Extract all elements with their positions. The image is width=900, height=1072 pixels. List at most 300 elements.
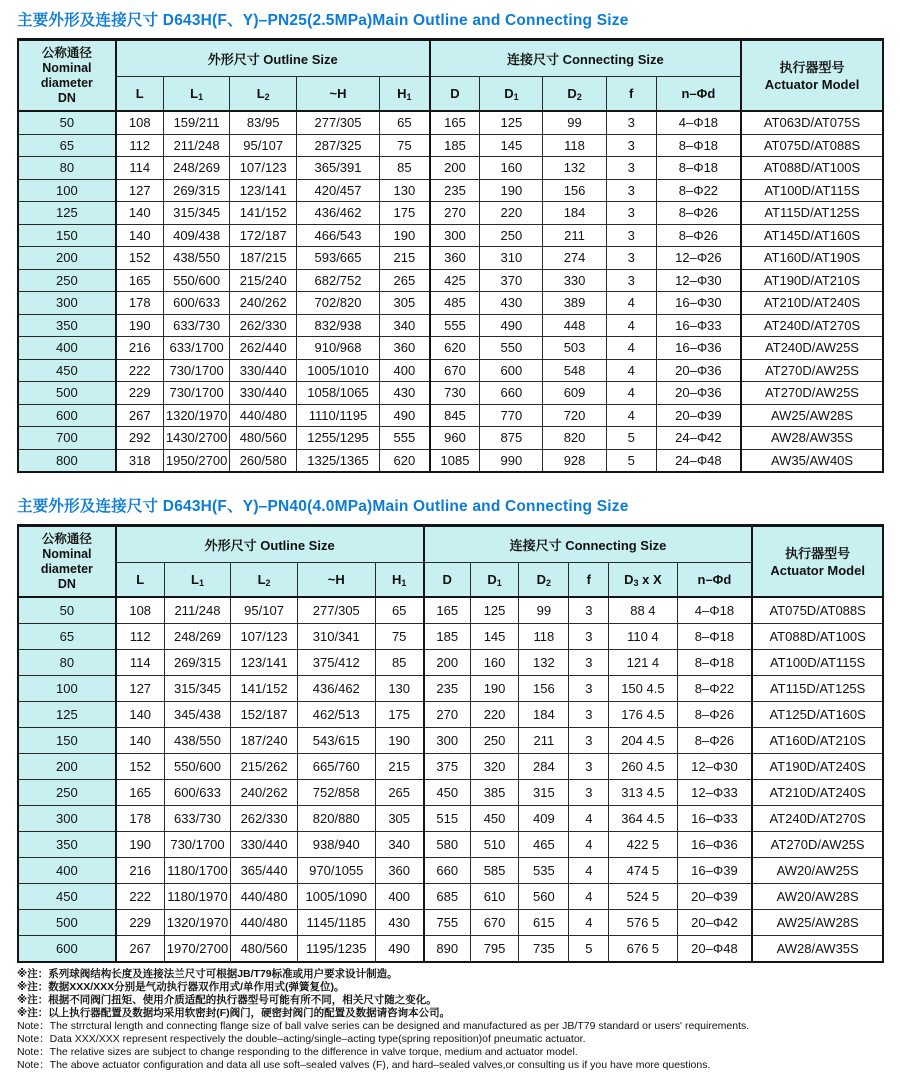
column-header: n–Φd — [677, 563, 752, 598]
table-row — [18, 936, 883, 963]
dn-value: 800 — [18, 449, 116, 472]
dimension-value: 20–Φ48 — [677, 936, 752, 963]
dimension-value: 160 — [470, 650, 518, 676]
dimension-value: 4 — [606, 292, 656, 315]
dimension-value: 3 — [606, 269, 656, 292]
dimension-value: 3 — [606, 247, 656, 270]
actuator-model: AT160D/AT190S — [741, 247, 883, 270]
dimension-value: 465 — [519, 832, 569, 858]
dimension-value: 300 — [424, 728, 471, 754]
dimension-value: 8–Φ18 — [656, 157, 741, 180]
dimension-value: 216 — [116, 858, 164, 884]
dimension-value: 702/820 — [296, 292, 379, 315]
dimension-value: 12–Φ30 — [677, 754, 752, 780]
actuator-model: AT190D/AT240S — [752, 754, 883, 780]
note-cn-2: ※注：数据XXX/XXX分别是气动执行器双作用式/单作用式(弹簧复位)。 — [17, 981, 345, 993]
dimension-value: 420/457 — [296, 179, 379, 202]
dimension-value: 16–Φ36 — [656, 337, 741, 360]
dimension-value: 4 — [569, 910, 609, 936]
dimension-value: 235 — [430, 179, 480, 202]
dimension-value: 248/269 — [163, 157, 230, 180]
dimension-value: 1058/1065 — [296, 382, 379, 405]
dimension-value: 3 — [606, 224, 656, 247]
dimension-value: 524 5 — [609, 884, 677, 910]
dimension-value: 480/560 — [231, 936, 298, 963]
dimension-value: 910/968 — [296, 337, 379, 360]
dimension-value: 3 — [569, 702, 609, 728]
dimension-value: 75 — [375, 624, 423, 650]
column-header: $D_2$ — [519, 563, 569, 598]
dimension-value: 1255/1295 — [296, 427, 379, 450]
table-row — [18, 202, 883, 225]
dimension-value: 95/107 — [230, 134, 297, 157]
dimension-value: 633/730 — [163, 314, 230, 337]
dimension-value: 184 — [519, 702, 569, 728]
dimension-value: 720 — [543, 404, 606, 427]
table-row — [18, 910, 883, 936]
dimension-value: 140 — [116, 202, 164, 225]
dimension-value: 156 — [543, 179, 606, 202]
actuator-model: AT125D/AT160S — [752, 702, 883, 728]
dimension-value: 474 5 — [609, 858, 677, 884]
dimension-value: 65 — [375, 597, 423, 624]
dn-header-line: DN — [57, 90, 76, 105]
dimension-value: 248/269 — [164, 624, 231, 650]
dn-value: 300 — [18, 292, 116, 315]
table-row — [18, 449, 883, 472]
actuator-header-line: Actuator Model — [764, 76, 860, 92]
dimension-value: 3 — [569, 597, 609, 624]
dimension-value: 3 — [569, 650, 609, 676]
dn-header-line: 公称通径 — [41, 531, 92, 546]
dimension-value: 318 — [116, 449, 164, 472]
dn-header-line: Nominal — [42, 60, 92, 75]
note-en-3: Note：The relative sizes are subject to change responding to the difference in valve torque, medium and actuator model. — [17, 1046, 578, 1058]
dimension-value: 262/330 — [231, 806, 298, 832]
table-row — [18, 832, 883, 858]
dimension-value: 300 — [430, 224, 480, 247]
dimension-value: 543/615 — [297, 728, 375, 754]
dimension-value: 127 — [116, 676, 164, 702]
dimension-value: 555 — [430, 314, 480, 337]
dimension-value: 108 — [116, 597, 164, 624]
dimension-value: 609 — [543, 382, 606, 405]
actuator-model: AW25/AW28S — [741, 404, 883, 427]
dimension-value: 8–Φ18 — [677, 650, 752, 676]
dimension-value: 440/480 — [231, 884, 298, 910]
dimension-value: 440/480 — [230, 404, 297, 427]
dimension-value: 160 — [480, 157, 543, 180]
dimension-value: 123/141 — [230, 179, 297, 202]
dimension-value: 1325/1365 — [296, 449, 379, 472]
dimension-value: 593/665 — [296, 247, 379, 270]
dimension-value: 83/95 — [230, 111, 297, 134]
actuator-model: AW25/AW28S — [752, 910, 883, 936]
dimension-value: 345/438 — [164, 702, 231, 728]
dimension-value: 211/248 — [163, 134, 230, 157]
table-row — [18, 806, 883, 832]
dimension-value: 8–Φ18 — [677, 624, 752, 650]
table-row — [18, 292, 883, 315]
dimension-value: 215/262 — [231, 754, 298, 780]
group-header: 连接尺寸 Connecting Size — [430, 40, 741, 77]
actuator-model: AT210D/AT240S — [741, 292, 883, 315]
dimension-value: 400 — [380, 359, 430, 382]
dimension-value: 99 — [519, 597, 569, 624]
dimension-value: 12–Φ30 — [656, 269, 741, 292]
actuator-model: AT270D/AW25S — [741, 382, 883, 405]
pn25-dimension-table — [17, 38, 884, 473]
dimension-value: 535 — [519, 858, 569, 884]
dimension-value: 1970/2700 — [164, 936, 231, 963]
dimension-value: 190 — [380, 224, 430, 247]
dimension-value: 928 — [543, 449, 606, 472]
dimension-value: 270 — [424, 702, 471, 728]
column-header: $D_1$ — [480, 77, 543, 112]
dimension-value: 110 4 — [609, 624, 677, 650]
column-header: L — [116, 563, 164, 598]
dimension-value: 240/262 — [230, 292, 297, 315]
note-cn-4: ※注：以上执行器配置及数据均采用软密封(F)阀门，硬密封阀门的配置及数据请咨询本公司。 — [17, 1007, 451, 1019]
column-header: $D_2$ — [543, 77, 606, 112]
group-header: 外形尺寸 Outline Size — [116, 40, 430, 77]
table-row — [18, 157, 883, 180]
dimension-value: 187/215 — [230, 247, 297, 270]
dn-value: 250 — [18, 269, 116, 292]
column-header: $L_1$ — [164, 563, 231, 598]
actuator-model: AT063D/AT075S — [741, 111, 883, 134]
dimension-value: 200 — [430, 157, 480, 180]
dimension-value: 165 — [116, 269, 164, 292]
dimension-value: 190 — [470, 676, 518, 702]
dn-value: 500 — [18, 382, 116, 405]
dimension-value: 375/412 — [297, 650, 375, 676]
dimension-value: 211/248 — [164, 597, 231, 624]
dimension-value: 670 — [430, 359, 480, 382]
dimension-value: 320 — [470, 754, 518, 780]
dimension-value: 112 — [116, 134, 164, 157]
dimension-value: 265 — [375, 780, 423, 806]
dimension-value: 1195/1235 — [297, 936, 375, 963]
dimension-value: 16–Φ39 — [677, 858, 752, 884]
dn-value: 65 — [18, 134, 116, 157]
dimension-value: 121 4 — [609, 650, 677, 676]
table-row — [18, 780, 883, 806]
dimension-value: 4–Φ18 — [656, 111, 741, 134]
dimension-value: 480/560 — [230, 427, 297, 450]
dimension-value: 262/440 — [230, 337, 297, 360]
dimension-value: 305 — [375, 806, 423, 832]
dn-value: 400 — [18, 858, 116, 884]
dimension-value: 3 — [606, 134, 656, 157]
table-row — [18, 427, 883, 450]
table-row — [18, 676, 883, 702]
dimension-value: 970/1055 — [297, 858, 375, 884]
dimension-value: 490 — [375, 936, 423, 963]
dimension-value: 159/211 — [163, 111, 230, 134]
dimension-value: 20–Φ39 — [656, 404, 741, 427]
dn-header-line: Nominal — [42, 546, 92, 561]
dimension-value: 140 — [116, 224, 164, 247]
dn-value: 700 — [18, 427, 116, 450]
dimension-value: 580 — [424, 832, 471, 858]
table-row — [18, 702, 883, 728]
dimension-value: 140 — [116, 728, 164, 754]
table-row — [18, 597, 883, 624]
dimension-value: 118 — [543, 134, 606, 157]
dimension-value: 85 — [380, 157, 430, 180]
table-row — [18, 179, 883, 202]
dimension-value: 287/325 — [296, 134, 379, 157]
dimension-value: 315/345 — [164, 676, 231, 702]
dimension-value: 185 — [430, 134, 480, 157]
dimension-value: 145 — [480, 134, 543, 157]
dimension-value: 730/1700 — [163, 382, 230, 405]
dimension-value: 190 — [116, 832, 164, 858]
dimension-value: 3 — [569, 728, 609, 754]
dimension-value: 503 — [543, 337, 606, 360]
dimension-value: 4 — [569, 884, 609, 910]
table-row — [18, 224, 883, 247]
column-header: $L_1$ — [163, 77, 230, 112]
dimension-value: 450 — [424, 780, 471, 806]
table-row — [18, 754, 883, 780]
dimension-value: 156 — [519, 676, 569, 702]
dn-value: 80 — [18, 650, 116, 676]
dimension-value: 3 — [606, 111, 656, 134]
dimension-value: 262/330 — [230, 314, 297, 337]
dimension-value: 216 — [116, 337, 164, 360]
dimension-value: 235 — [424, 676, 471, 702]
column-header: ~H — [297, 563, 375, 598]
dimension-value: 125 — [480, 111, 543, 134]
table-row — [18, 404, 883, 427]
dimension-value: 274 — [543, 247, 606, 270]
group-header: 连接尺寸 Connecting Size — [424, 526, 753, 563]
dimension-value: 8–Φ22 — [656, 179, 741, 202]
dimension-value: 190 — [375, 728, 423, 754]
dimension-value: 890 — [424, 936, 471, 963]
dimension-value: 165 — [116, 780, 164, 806]
dimension-value: 450 — [470, 806, 518, 832]
table-row — [18, 858, 883, 884]
dimension-value: 682/752 — [296, 269, 379, 292]
dimension-value: 385 — [470, 780, 518, 806]
dimension-value: 360 — [380, 337, 430, 360]
dimension-value: 190 — [480, 179, 543, 202]
dimension-value: 175 — [375, 702, 423, 728]
dimension-value: 438/550 — [163, 247, 230, 270]
note-en-1: Note：The strrctural length and connecting flange size of ball valve series can be designed and manufactured as per JB/T79 standard or users' requirements. — [17, 1020, 750, 1032]
dimension-value: 12–Φ33 — [677, 780, 752, 806]
dimension-value: 315/345 — [163, 202, 230, 225]
page-title-pn25: 主要外形及连接尺寸 D643H(F、Y)–PN25(2.5MPa)Main Outline and Connecting Size — [17, 12, 629, 29]
dimension-value: 215/240 — [230, 269, 297, 292]
dimension-value: 24–Φ48 — [656, 449, 741, 472]
dimension-value: 370 — [480, 269, 543, 292]
dimension-value: 438/550 — [164, 728, 231, 754]
dimension-value: 490 — [380, 404, 430, 427]
dimension-value: 140 — [116, 702, 164, 728]
dimension-value: 114 — [116, 157, 164, 180]
dimension-value: 229 — [116, 382, 164, 405]
column-header: $H_1$ — [380, 77, 430, 112]
dimension-value: 340 — [375, 832, 423, 858]
dimension-value: 165 — [424, 597, 471, 624]
actuator-model: AW20/AW25S — [752, 858, 883, 884]
group-header: 外形尺寸 Outline Size — [116, 526, 424, 563]
dn-value: 100 — [18, 676, 116, 702]
dimension-value: 220 — [470, 702, 518, 728]
dn-value: 125 — [18, 202, 116, 225]
column-header: D — [424, 563, 471, 598]
dimension-value: 8–Φ22 — [677, 676, 752, 702]
dn-value: 150 — [18, 728, 116, 754]
dimension-value: 576 5 — [609, 910, 677, 936]
dimension-value: 430 — [380, 382, 430, 405]
dimension-value: 118 — [519, 624, 569, 650]
dimension-value: 107/123 — [230, 157, 297, 180]
dimension-value: 3 — [569, 754, 609, 780]
dimension-value: 250 — [470, 728, 518, 754]
dimension-value: 1145/1185 — [297, 910, 375, 936]
dimension-value: 112 — [116, 624, 164, 650]
dn-column-header — [18, 526, 116, 598]
notes-section — [17, 968, 884, 1072]
dimension-value: 5 — [606, 449, 656, 472]
actuator-header-line: 执行器型号 — [779, 59, 845, 75]
dimension-value: 215 — [380, 247, 430, 270]
dimension-value: 1110/1195 — [296, 404, 379, 427]
dimension-value: 152 — [116, 247, 164, 270]
dn-value: 600 — [18, 404, 116, 427]
dimension-value: 676 5 — [609, 936, 677, 963]
dimension-value: 20–Φ39 — [677, 884, 752, 910]
dimension-value: 4 — [606, 337, 656, 360]
dimension-value: 1430/2700 — [163, 427, 230, 450]
dimension-value: 211 — [543, 224, 606, 247]
dimension-value: 8–Φ18 — [656, 134, 741, 157]
dimension-value: 8–Φ26 — [677, 728, 752, 754]
dimension-value: 108 — [116, 111, 164, 134]
dimension-value: 633/1700 — [163, 337, 230, 360]
note-en-2: Note：Data XXX/XXX represent respectively the double–acting/single–acting type(spring reposition)of pneumatic actuator. — [17, 1033, 586, 1045]
actuator-header-line: 执行器型号 — [785, 545, 851, 561]
dimension-value: 845 — [430, 404, 480, 427]
dimension-value: 1320/1970 — [163, 404, 230, 427]
dimension-value: 132 — [543, 157, 606, 180]
actuator-model: AT075D/AT088S — [752, 597, 883, 624]
dimension-value: 260/580 — [230, 449, 297, 472]
dimension-value: 220 — [480, 202, 543, 225]
dimension-value: 550/600 — [164, 754, 231, 780]
column-header: $H_1$ — [375, 563, 423, 598]
dimension-value: 820/880 — [297, 806, 375, 832]
dimension-value: 240/262 — [231, 780, 298, 806]
dimension-value: 1005/1090 — [297, 884, 375, 910]
dimension-value: 190 — [116, 314, 164, 337]
actuator-model: AW28/AW35S — [752, 936, 883, 963]
dimension-value: 315 — [519, 780, 569, 806]
dimension-value: 730/1700 — [163, 359, 230, 382]
dimension-value: 755 — [424, 910, 471, 936]
column-header: f — [606, 77, 656, 112]
actuator-model: AT160D/AT210S — [752, 728, 883, 754]
dimension-value: 633/730 — [164, 806, 231, 832]
table-row — [18, 650, 883, 676]
column-header: $L_2$ — [231, 563, 298, 598]
dimension-value: 152 — [116, 754, 164, 780]
dimension-value: 685 — [424, 884, 471, 910]
dimension-value: 284 — [519, 754, 569, 780]
dimension-value: 269/315 — [163, 179, 230, 202]
dimension-value: 8–Φ26 — [656, 224, 741, 247]
dimension-value: 730 — [430, 382, 480, 405]
dimension-value: 5 — [569, 936, 609, 963]
dn-value: 200 — [18, 247, 116, 270]
dimension-value: 88 4 — [609, 597, 677, 624]
dimension-value: 187/240 — [231, 728, 298, 754]
actuator-model: AT240D/AW25S — [741, 337, 883, 360]
dn-value: 50 — [18, 111, 116, 134]
dimension-value: 990 — [480, 449, 543, 472]
dimension-value: 485 — [430, 292, 480, 315]
dimension-value: 95/107 — [231, 597, 298, 624]
dimension-value: 277/305 — [297, 597, 375, 624]
dn-value: 200 — [18, 754, 116, 780]
dimension-value: 1950/2700 — [163, 449, 230, 472]
dimension-value: 99 — [543, 111, 606, 134]
dimension-value: 172/187 — [230, 224, 297, 247]
table-row — [18, 269, 883, 292]
column-header: D — [430, 77, 480, 112]
actuator-model: AT270D/AW25S — [741, 359, 883, 382]
column-header: $D_1$ — [470, 563, 518, 598]
actuator-column-header — [741, 40, 883, 112]
table-row — [18, 624, 883, 650]
dn-value: 125 — [18, 702, 116, 728]
actuator-model: AT240D/AT270S — [741, 314, 883, 337]
dimension-value: 365/391 — [296, 157, 379, 180]
dimension-value: 24–Φ42 — [656, 427, 741, 450]
dimension-value: 178 — [116, 806, 164, 832]
dimension-value: 132 — [519, 650, 569, 676]
dimension-value: 5 — [606, 427, 656, 450]
dn-value: 80 — [18, 157, 116, 180]
dimension-value: 16–Φ36 — [677, 832, 752, 858]
dimension-value: 222 — [116, 884, 164, 910]
dn-value: 350 — [18, 832, 116, 858]
dimension-value: 8–Φ26 — [677, 702, 752, 728]
dimension-value: 204 4.5 — [609, 728, 677, 754]
dimension-value: 4 — [569, 832, 609, 858]
dimension-value: 3 — [606, 202, 656, 225]
dn-header-line: diameter — [40, 561, 93, 576]
column-header: ~H — [296, 77, 379, 112]
dimension-value: 123/141 — [231, 650, 298, 676]
actuator-model: AT270D/AW25S — [752, 832, 883, 858]
dimension-value: 1320/1970 — [164, 910, 231, 936]
dimension-value: 436/462 — [296, 202, 379, 225]
dimension-value: 550 — [480, 337, 543, 360]
dimension-value: 1180/1700 — [164, 858, 231, 884]
dimension-value: 277/305 — [296, 111, 379, 134]
dimension-value: 269/315 — [164, 650, 231, 676]
dimension-value: 145 — [470, 624, 518, 650]
dimension-value: 400 — [375, 884, 423, 910]
dimension-value: 16–Φ30 — [656, 292, 741, 315]
dimension-value: 660 — [480, 382, 543, 405]
